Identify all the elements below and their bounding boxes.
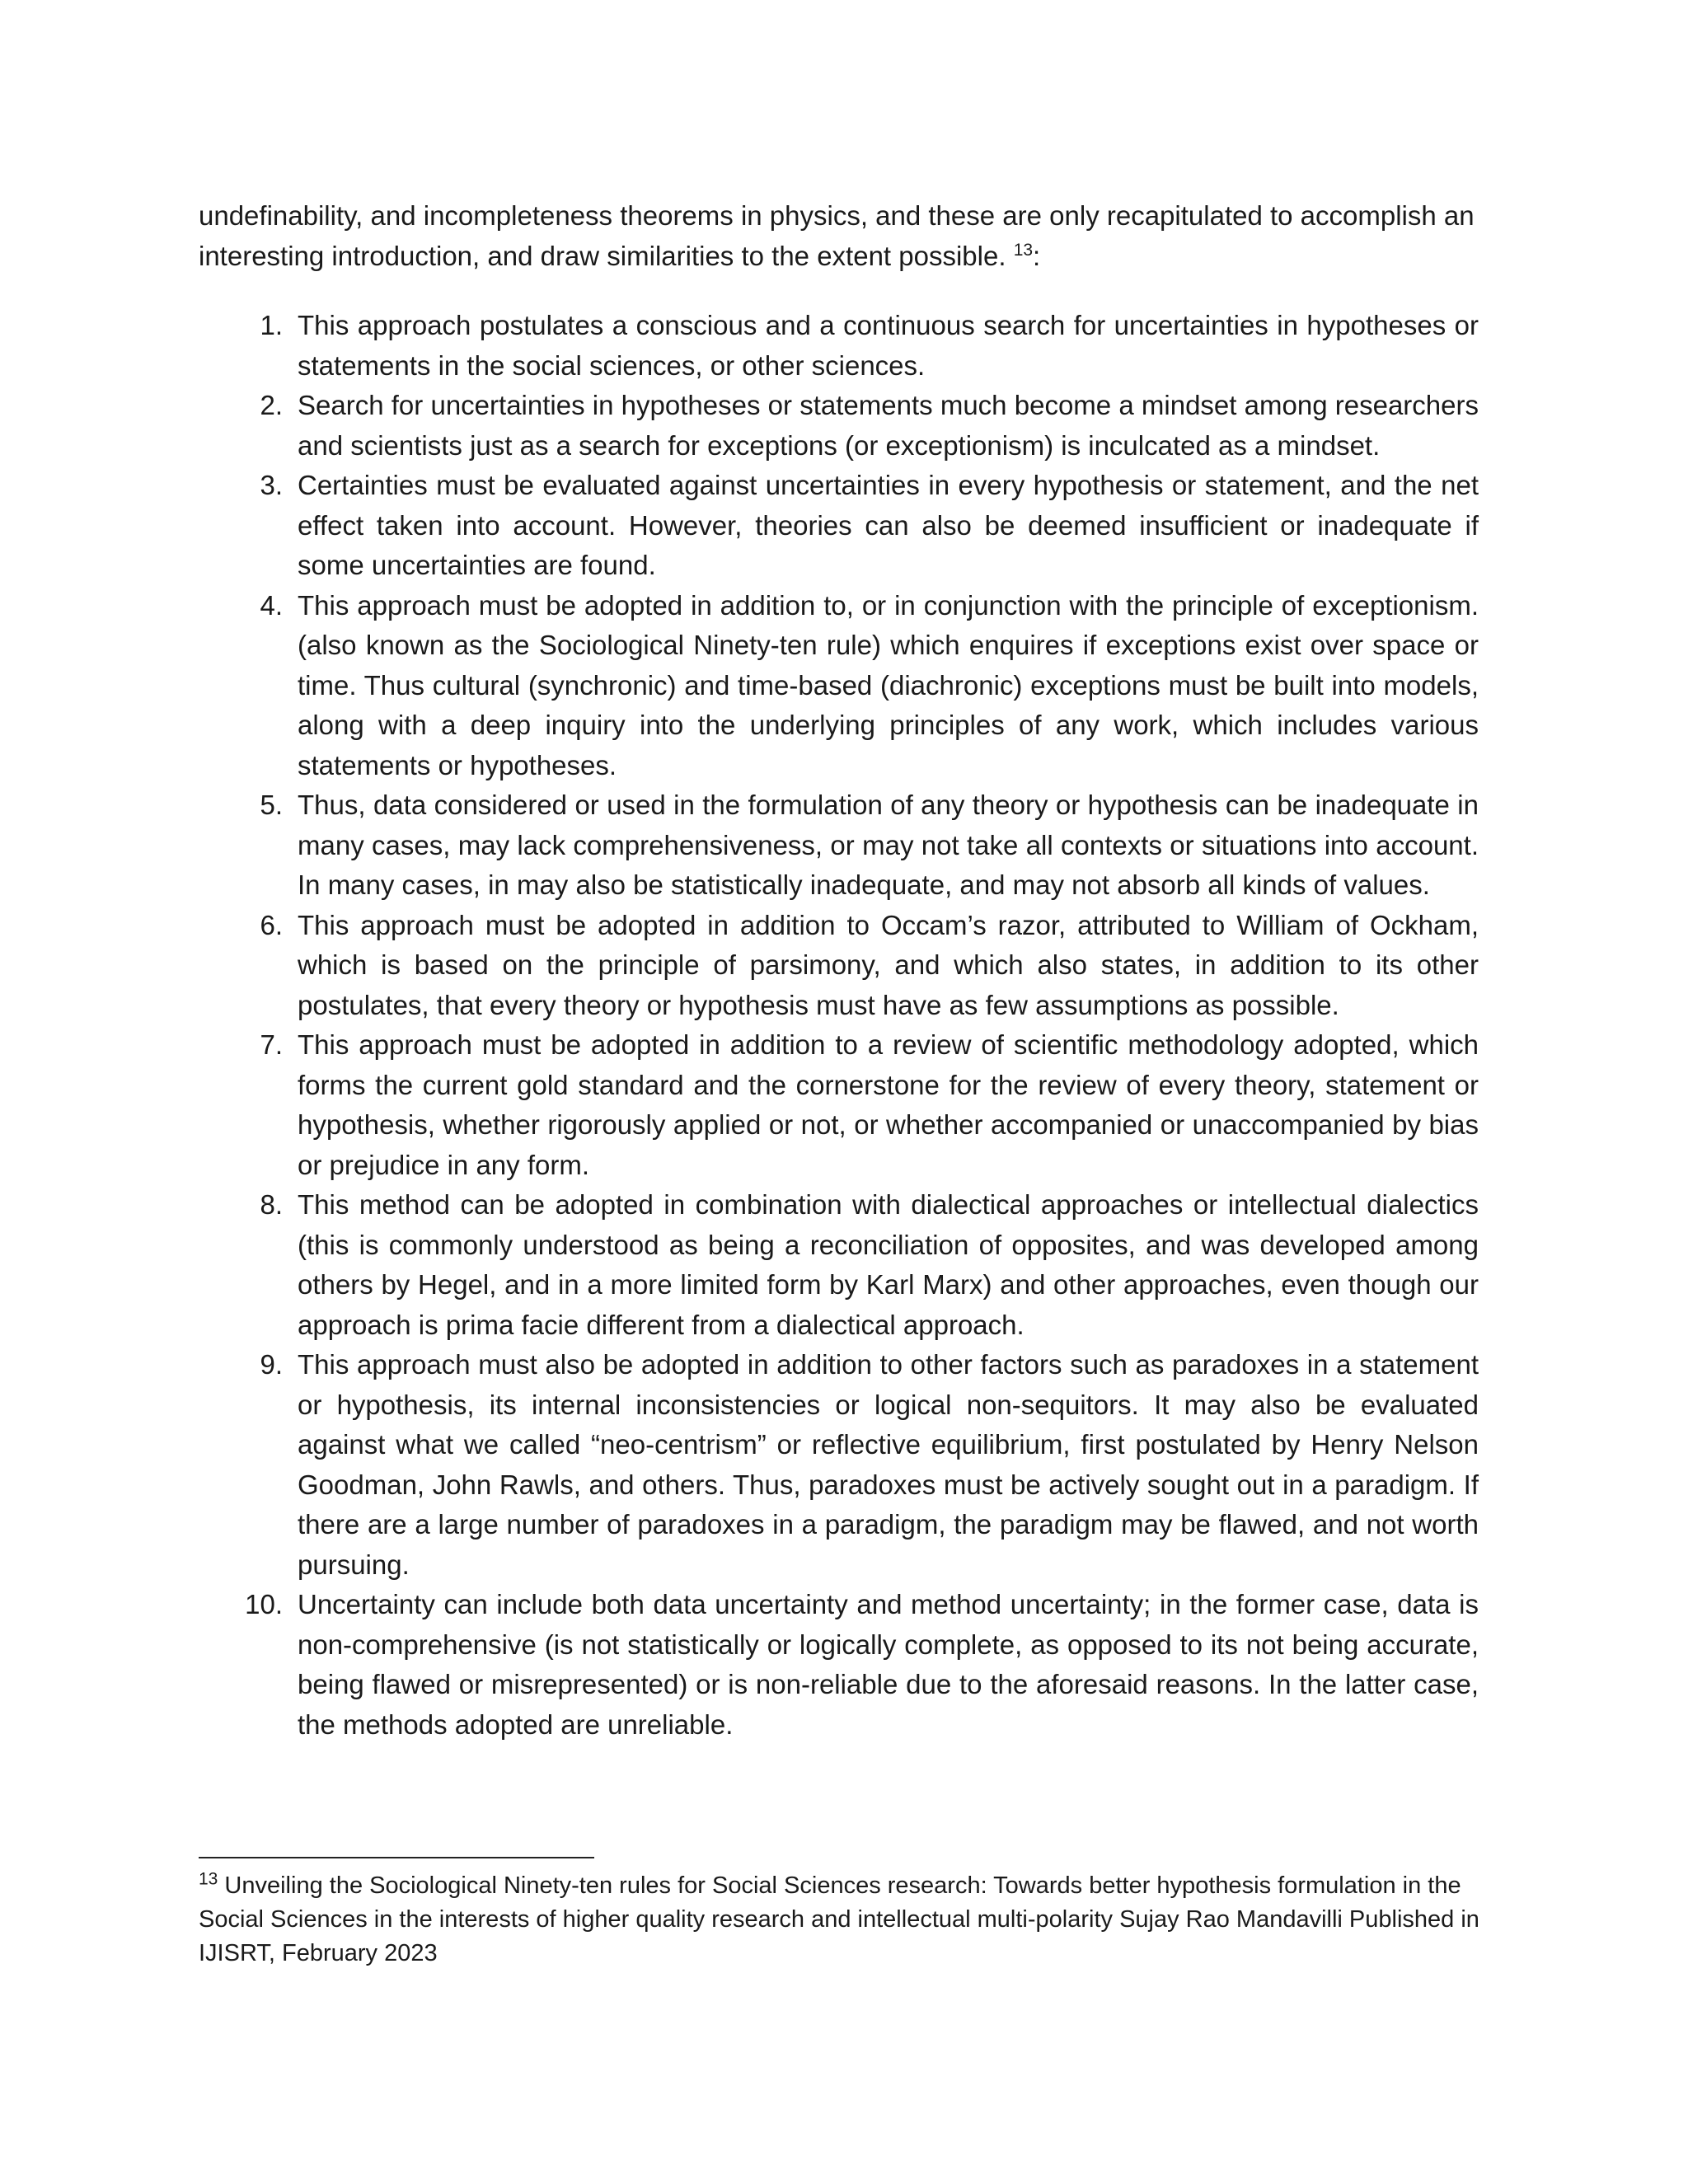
list-item-text: This method can be adopted in combination with dialectical approaches or intellectual dialectics (this is commonly understood as being a reconciliation of opposites, and was developed among others by Hegel, and in a more limited form by Karl Marx) and other approaches, even though our approach is prima facie different from a dialectical approach.	[298, 1189, 1479, 1340]
body-text	[199, 196, 1479, 1745]
footnote-separator	[199, 1857, 594, 1858]
list-item-text: Thus, data considered or used in the formulation of any theory or hypothesis can be inadequate in many cases, may lack comprehensiveness, or may not take all contexts or situations into account. In many cases, in may also be statistically inadequate, and may not absorb all kinds of values.	[298, 790, 1479, 900]
footnote	[199, 1869, 1501, 1971]
footnote-marker: 13	[199, 1869, 218, 1889]
list-item-number: 4.	[260, 589, 283, 621]
list-item-text: This approach must also be adopted in addition to other factors such as paradoxes in a statement or hypothesis, its internal inconsistencies or logical non-sequitors. It may also be evaluated against what we called “neo-centrism” or reflective equilibrium, first postulated by Henry Nelson Goodman, John Rawls, and others. Thus, paradoxes must be actively sought out in a paradigm. If there are a large number of paradoxes in a paradigm, the paradigm may be flawed, and not worth pursuing.	[298, 1349, 1479, 1580]
list-item-number: 9.	[260, 1349, 283, 1380]
footnote-text	[199, 1869, 1501, 1971]
list-item	[199, 1185, 1479, 1345]
list-item-number: 10.	[245, 1589, 283, 1619]
intro-suffix: :	[1033, 240, 1041, 271]
intro-text: undefinability, and incompleteness theorems in physics, and these are only recapitulated to accomplish an interesting introduction, and draw similarities to the extent possible.	[199, 200, 1475, 271]
list-item-text: This approach postulates a conscious and a continuous search for uncertainties in hypotheses or statements in the social sciences, or other sciences.	[298, 310, 1479, 381]
list-item-text: This approach must be adopted in addition to Occam’s razor, attributed to William of Ockham, which is based on the principle of parsimony, and which also states, in addition to its other postulates, that every theory or hypothesis must have as few assumptions as possible.	[298, 909, 1479, 1020]
list-item-number: 3.	[260, 470, 283, 500]
list-item	[199, 1585, 1479, 1745]
list-item-number: 5.	[260, 790, 283, 820]
list-item	[199, 906, 1479, 1026]
intro-paragraph	[199, 196, 1479, 276]
list-item	[199, 785, 1479, 906]
list-item-number: 2.	[260, 390, 283, 420]
list-item	[199, 306, 1479, 386]
list-item-text: Search for uncertainties in hypotheses or statements much become a mindset among researchers and scientists just as a search for exceptions (or exceptionism) is inculcated as a mindset.	[298, 390, 1479, 461]
list-item-text: This approach must be adopted in addition to, or in conjunction with the principle of exceptionism. (also known as the Sociological Ninety-ten rule) which enquires if exceptions exist over space or time. Thus cultural (synchronic) and time-based (diachronic) exceptions must be built into models, along with a deep inquiry into the underlying principles of any work, which includes various statements or hypotheses.	[298, 589, 1479, 780]
list-item	[199, 586, 1479, 786]
list-item-number: 8.	[260, 1189, 283, 1220]
list-item	[199, 1345, 1479, 1585]
list-item	[199, 1025, 1479, 1185]
list-item-number: 6.	[260, 909, 283, 940]
footnote-reference[interactable]: 13	[1013, 240, 1034, 260]
numbered-list	[199, 306, 1479, 1745]
list-item-text: Uncertainty can include both data uncertainty and method uncertainty; in the former case, data is non-comprehensive (is not statistically or logically complete, as opposed to its not being accurate, being flawed or misrepresented) or is non-reliable due to the aforesaid reasons. In the latter case, the methods adopted are unreliable.	[298, 1589, 1479, 1740]
list-item	[199, 466, 1479, 586]
footnote-body: Unveiling the Sociological Ninety-ten rules for Social Sciences research: Towards better hypothesis formulation in the Social Sciences in the interests of higher quality research and intellectual multi-polarity Sujay Rao Mandavilli Published in IJISRT, February 2023	[199, 1872, 1479, 1966]
list-item-number: 7.	[260, 1029, 283, 1060]
list-item-text: This approach must be adopted in addition to a review of scientific methodology adopted, which forms the current gold standard and the cornerstone for the review of every theory, statement or hypothesis, whether rigorously applied or not, or whether accompanied or unaccompanied by bias or prejudice in any form.	[298, 1029, 1479, 1180]
list-item-number: 1.	[260, 310, 283, 340]
list-item	[199, 386, 1479, 466]
list-item-text: Certainties must be evaluated against uncertainties in every hypothesis or statement, and the net effect taken into account. However, theories can also be deemed insufficient or inadequate if some uncertainties are found.	[298, 470, 1479, 580]
